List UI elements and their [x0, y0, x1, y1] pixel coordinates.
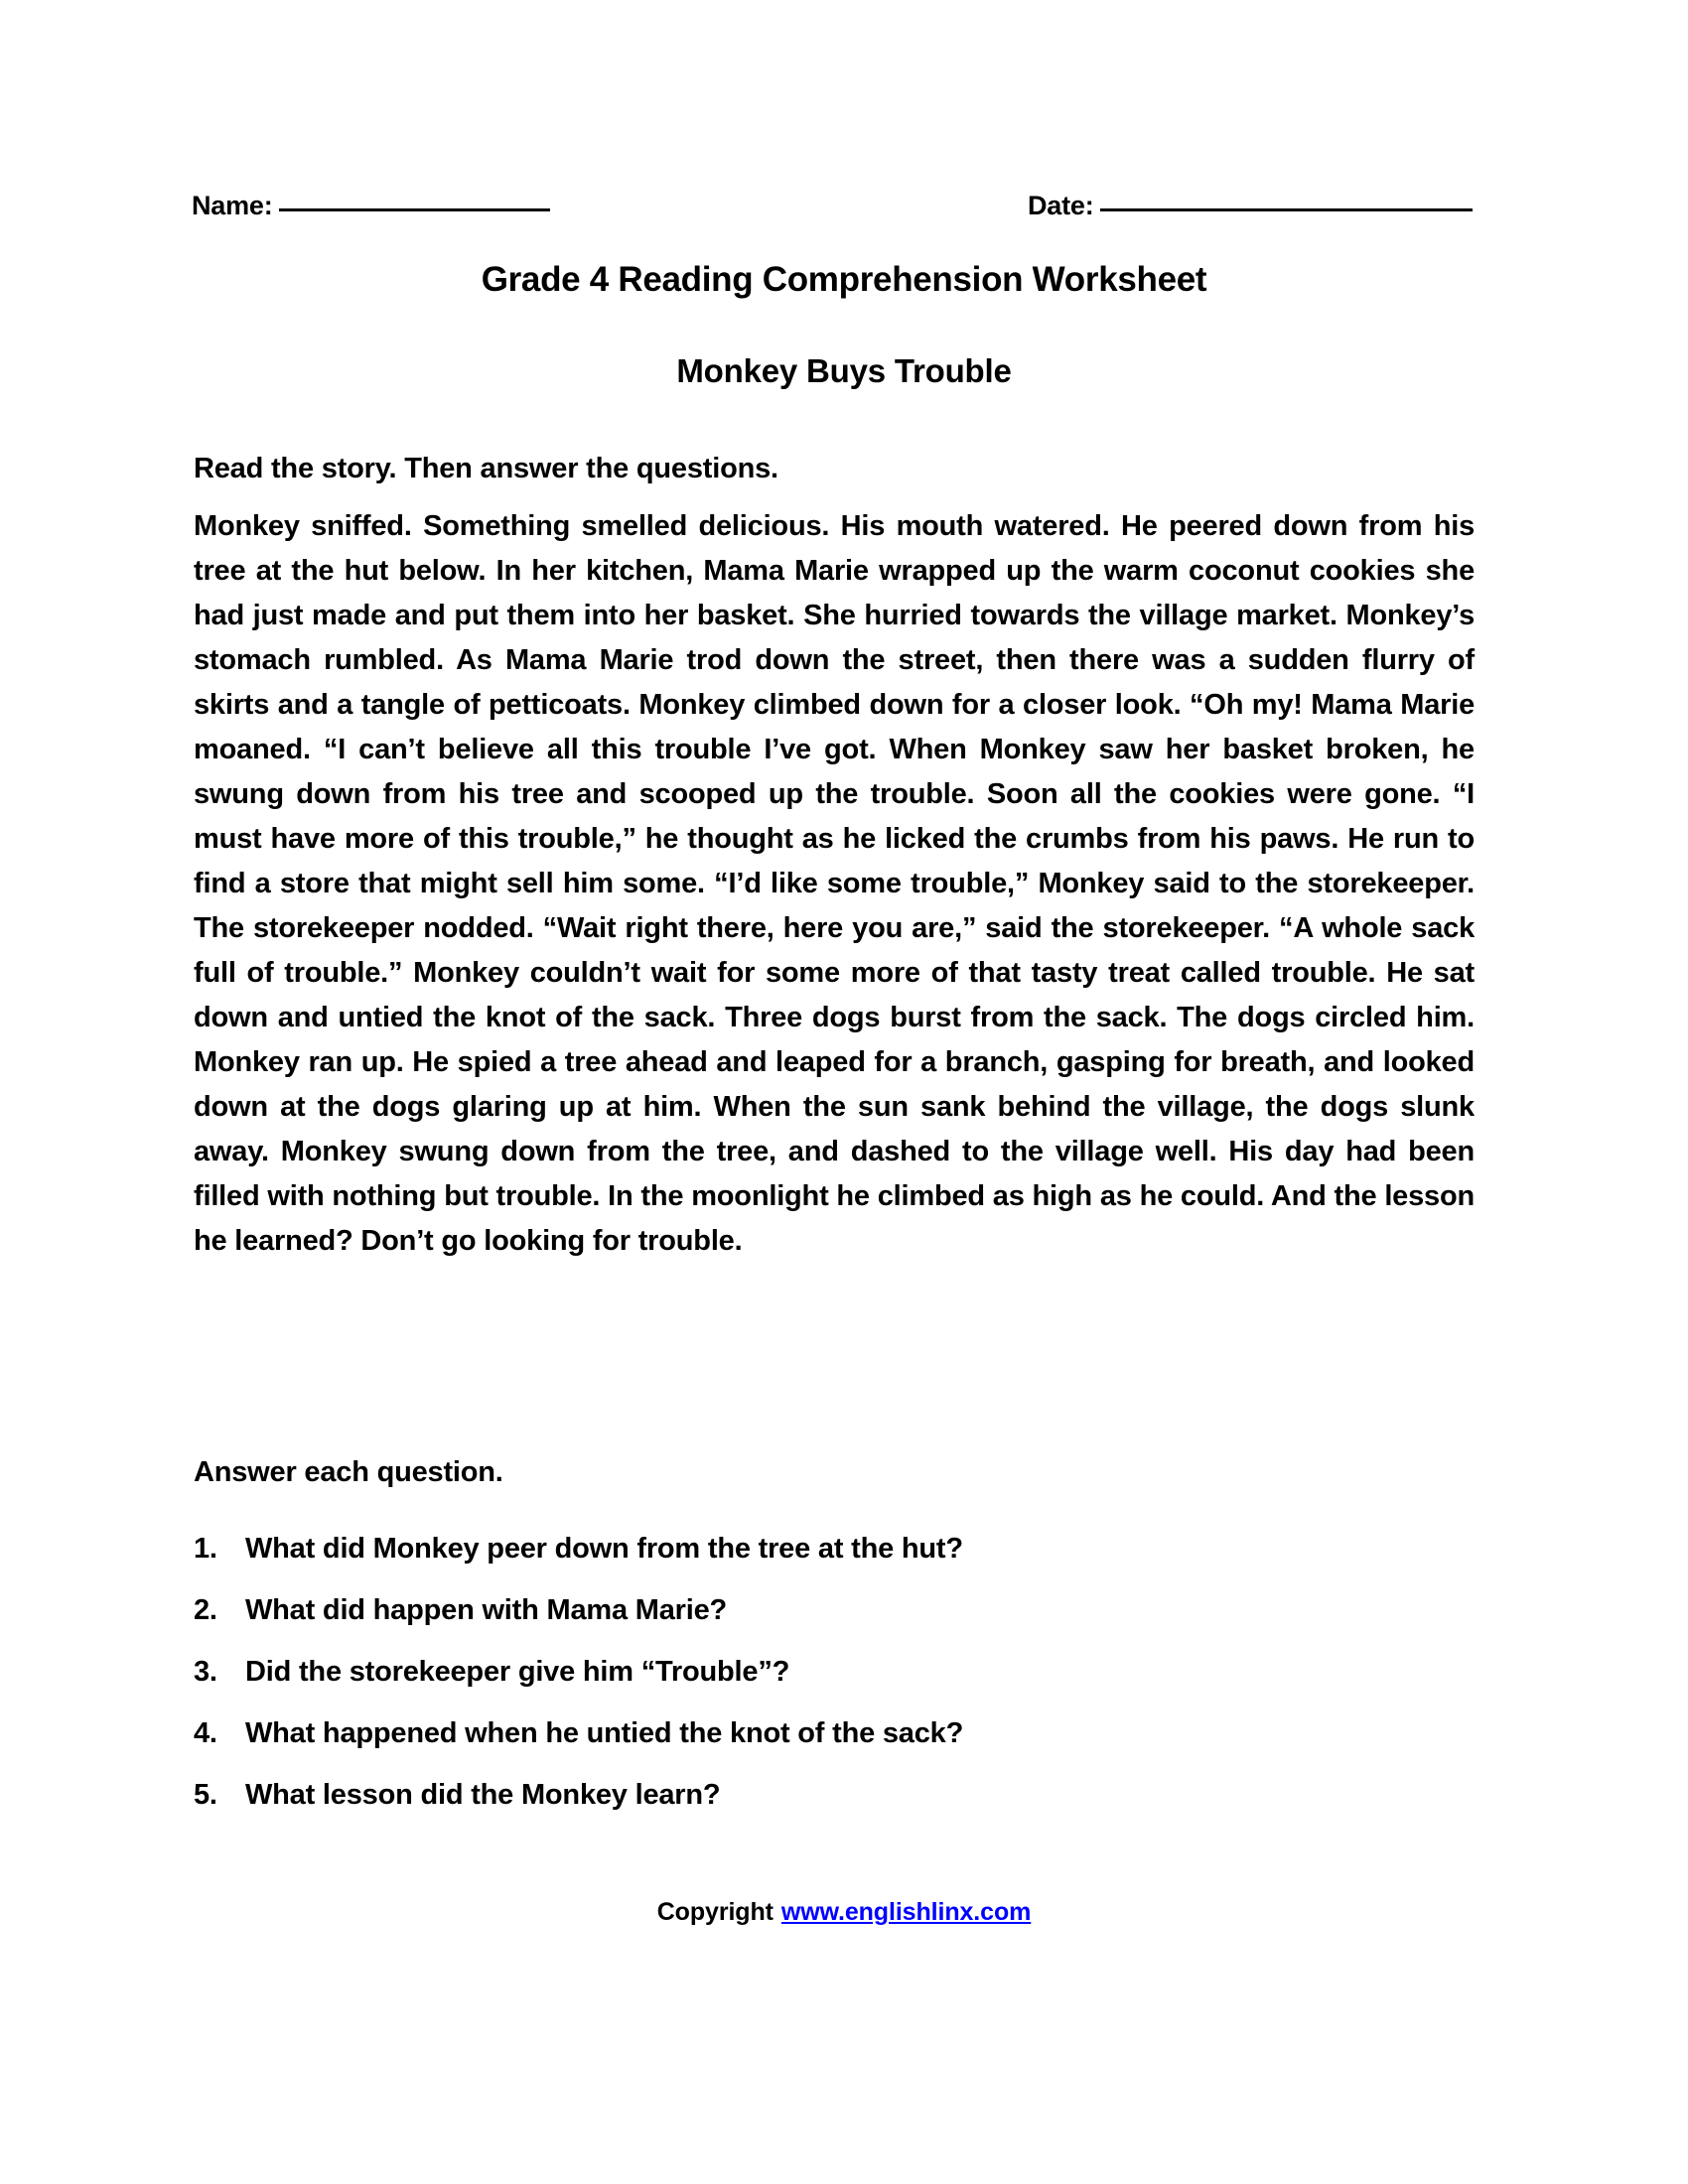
- question-text: What did happen with Mama Marie?: [245, 1594, 728, 1626]
- worksheet-header: [192, 191, 1482, 236]
- question-text: What did Monkey peer down from the tree at the hut?: [245, 1533, 963, 1565]
- name-input-line[interactable]: [279, 208, 550, 211]
- story-passage: Monkey sniffed. Something smelled delicious. His mouth watered. He peered down from his tree at the hut below. In her kitchen, Mama Marie wrapped up the warm coconut cookies she had just made and put them into her basket. She hurried towards the village market. Monkey’s stomach rumbled. As Mama Marie trod down the street, then there was a sudden flurry of skirts and a tangle of petticoats. Monkey climbed down for a closer look. “Oh my! Mama Marie moaned. “I can’t believe all this trouble I’ve got. When Monkey saw her basket broken, he swung down from his tree and scooped up the trouble. Soon all the cookies were gone. “I must have more of this trouble,” he thought as he licked the crumbs from his paws. He run to find a store that might sell him some. “I’d like some trouble,” Monkey said to the storekeeper. The storekeeper nodded. “Wait right there, here you are,” said the storekeeper. “A whole sack full of trouble.” Monkey couldn’t wait for some more of that tasty treat called trouble. He sat down and untied the knot of the sack. Three dogs burst from the sack. The dogs circled him. Monkey ran up. He spied a tree ahead and leaped for a branch, gasping for breath, and looked down at the dogs glaring up at him. When the sun sank behind the village, the dogs slunk away. Monkey swung down from the tree, and dashed to the village well. His day had been filled with nothing but trouble. In the moonlight he climbed as high as he could. And the lesson he learned? Don’t go looking for trouble.: [194, 510, 1475, 1257]
- list-item: [194, 1529, 1435, 1569]
- question-list: [194, 1529, 1435, 1837]
- date-input-line[interactable]: [1100, 208, 1473, 211]
- list-item: [194, 1713, 1435, 1753]
- copyright-label: Copyright: [656, 1898, 774, 1926]
- footer-copyright: [0, 1898, 1688, 1927]
- date-label: Date:: [1028, 191, 1094, 220]
- question-number: 5.: [194, 1779, 217, 1811]
- englishlinx-link[interactable]: www.englishlinx.com: [780, 1898, 1032, 1926]
- page-subtitle: Monkey Buys Trouble: [676, 352, 1012, 389]
- question-text: What happened when he untied the knot of the sack?: [245, 1717, 964, 1749]
- question-text: What lesson did the Monkey learn?: [245, 1779, 721, 1811]
- question-number: 4.: [194, 1717, 217, 1749]
- list-item: [194, 1590, 1435, 1630]
- page-title: Grade 4 Reading Comprehension Worksheet: [481, 260, 1207, 299]
- answer-instruction: Answer each question.: [194, 1456, 503, 1488]
- question-text: Did the storekeeper give him “Trouble”?: [245, 1656, 790, 1688]
- list-item: [194, 1652, 1435, 1692]
- name-field-group: [192, 191, 550, 221]
- date-field-group: [1028, 191, 1473, 221]
- name-label: Name:: [192, 191, 273, 220]
- question-number: 1.: [194, 1533, 217, 1565]
- list-item: [194, 1775, 1435, 1815]
- reading-instruction: Read the story. Then answer the questions.: [194, 453, 778, 484]
- question-number: 3.: [194, 1656, 217, 1688]
- question-number: 2.: [194, 1594, 217, 1626]
